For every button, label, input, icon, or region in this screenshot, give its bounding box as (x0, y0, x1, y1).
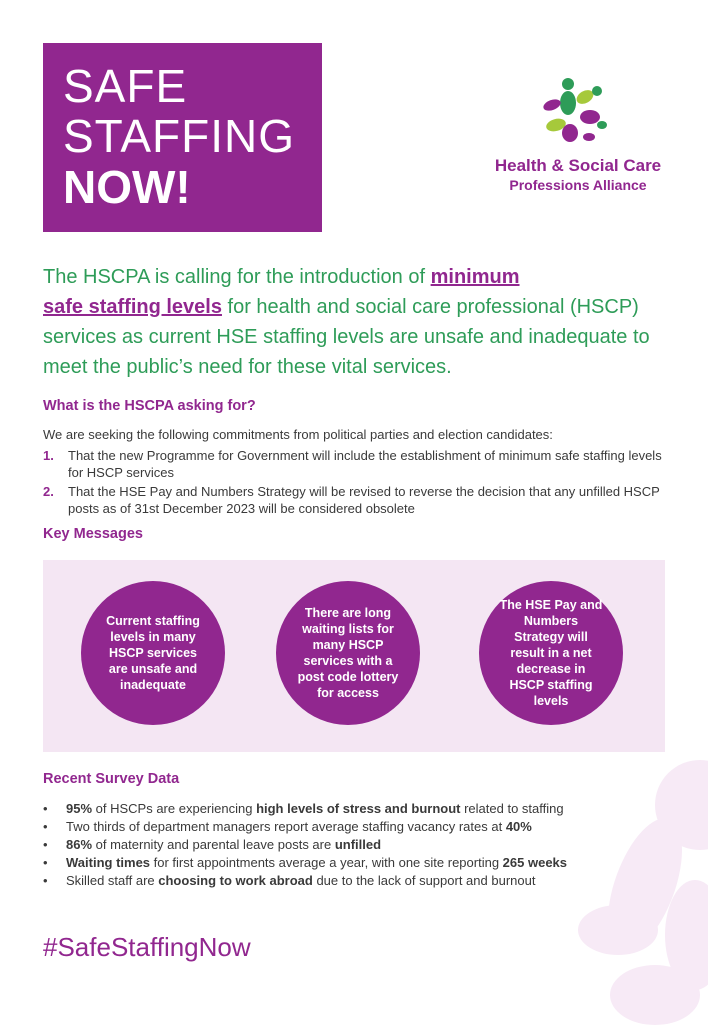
survey-bold: choosing to work abroad (158, 873, 313, 888)
decorative-blob (610, 965, 700, 1025)
survey-bold: high levels of stress and burnout (256, 801, 461, 816)
survey-bold: 95% (66, 801, 93, 816)
list-item (43, 483, 663, 517)
key-message-circle: The HSE Pay and Numbers Strategy will result in a net decrease in HSCP staffing levels (479, 581, 623, 725)
survey-bold: unfilled (334, 837, 382, 852)
survey-text: Skilled staff are (66, 873, 159, 888)
list-number: 1. (43, 448, 54, 463)
survey-bold: Waiting times (66, 855, 151, 870)
survey-text: due to the lack of support and burnout (312, 873, 536, 888)
decorative-blob (578, 905, 658, 955)
list-item (43, 854, 673, 872)
logo-title: Health & Social Care (494, 156, 662, 175)
title-line-3: NOW! (63, 161, 191, 213)
list-item (43, 818, 673, 836)
hashtag: #SafeStaffingNow (43, 932, 251, 962)
list-item (43, 447, 663, 481)
intro-text-2: for health and social care professional (HSCP) services as current HSE staffing levels are unsafe and inadequate to meet the public’s need for these vital services. (43, 296, 650, 378)
key-message-circle: There are long waiting lists for many HSCP services with a post code lottery for access (276, 581, 420, 725)
intro-statement (43, 262, 673, 382)
list-number: 2. (43, 484, 54, 499)
asking-list (43, 447, 663, 519)
asking-lead: We are seeking the following commitments from political parties and election candidates: (43, 427, 553, 442)
survey-bold: 86% (66, 837, 93, 852)
intro-text: The HSCPA is calling for the introduction of (43, 266, 431, 288)
survey-heading: Recent Survey Data (43, 771, 180, 787)
list-text: That the new Programme for Government will include the establishment of minimum safe staffing levels for HSCP services (68, 448, 662, 480)
survey-text: Two thirds of department managers report average staffing vacancy rates at (66, 819, 506, 834)
list-text: That the HSE Pay and Numbers Strategy will be revised to reverse the decision that any unfilled HSCP posts as of 31st December 2023 will be considered obsolete (68, 484, 660, 516)
list-item (43, 800, 673, 818)
list-item (43, 836, 673, 854)
title-banner (43, 43, 322, 232)
title-line-2: STAFFING (63, 110, 296, 162)
asking-heading: What is the HSCPA asking for? (43, 398, 256, 414)
key-message-circle: Current staffing levels in many HSCP services are unsafe and inadequate (81, 581, 225, 725)
logo-subtitle: Professions Alliance (509, 177, 647, 193)
key-messages-panel (43, 560, 665, 752)
flower-logo-icon (540, 75, 616, 151)
survey-text: of maternity and parental leave posts are (92, 837, 335, 852)
list-item (43, 872, 673, 890)
intro-highlight-2: safe staffing levels (43, 296, 222, 318)
survey-bold: 40% (505, 819, 532, 834)
intro-highlight-1: minimum (430, 266, 520, 288)
survey-bold: 265 weeks (502, 855, 568, 870)
survey-text: for first appointments average a year, with one site reporting (150, 855, 503, 870)
key-messages-heading: Key Messages (43, 526, 143, 542)
title-line-1: SAFE (63, 60, 188, 112)
survey-text: related to staffing (460, 801, 564, 816)
survey-text: of HSCPs are experiencing (92, 801, 257, 816)
survey-list (43, 800, 673, 890)
